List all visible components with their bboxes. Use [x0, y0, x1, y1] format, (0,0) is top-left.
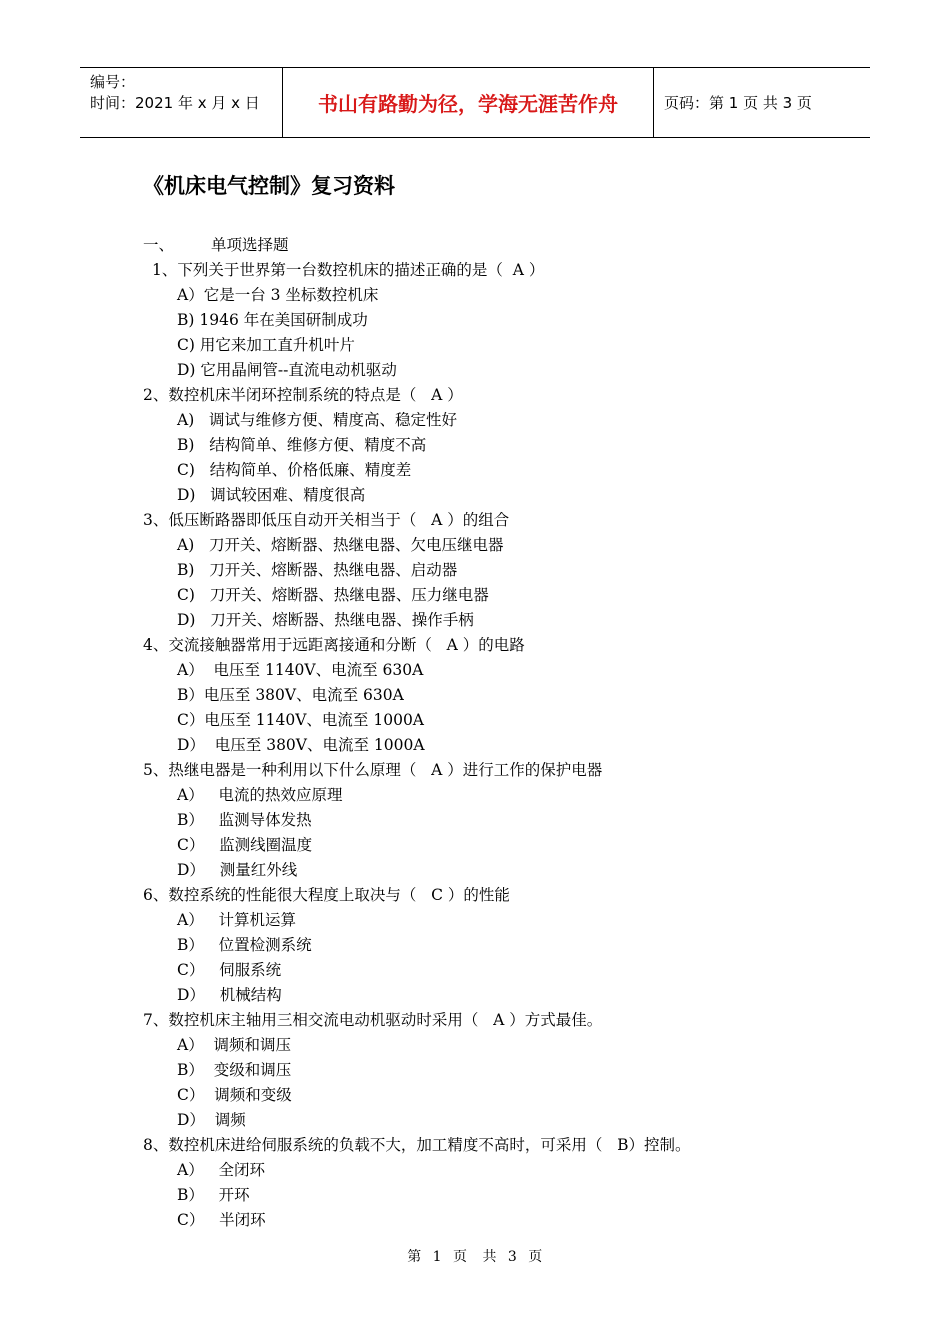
option: B） 开环: [177, 1186, 250, 1204]
option: C）电压至 1140V、电流至 1000A: [177, 711, 424, 729]
footer-word: 第: [407, 1249, 422, 1265]
option: B） 监测导体发热: [177, 811, 312, 829]
question-8: 8、数控机床进给伺服系统的负载不大，加工精度不高时，可采用（ B）控制。: [143, 1136, 691, 1154]
header-meta: [80, 68, 282, 137]
option: A） 计算机运算: [177, 911, 296, 929]
footer-word: 共: [482, 1249, 497, 1265]
option: C) 用它来加工直升机叶片: [177, 336, 355, 354]
option: C) 刀开关、熔断器、热继电器、压力继电器: [177, 586, 489, 604]
page-header: [80, 67, 870, 138]
section-heading: [143, 233, 289, 257]
footer-word: 页: [528, 1249, 543, 1265]
option: D） 电压至 380V、电流至 1000A: [177, 736, 425, 754]
option: C） 伺服系统: [177, 961, 282, 979]
question-1: 1、下列关于世界第一台数控机床的描述正确的是（ A ）: [152, 261, 545, 279]
option: B） 变级和调压: [177, 1061, 292, 1079]
header-page-info: 页码：第 1 页 共 3 页: [664, 94, 812, 112]
document-title: 《机床电气控制》复习资料: [143, 174, 395, 198]
option: B) 刀开关、熔断器、热继电器、启动器: [177, 561, 458, 579]
option: B）电压至 380V、电流至 630A: [177, 686, 404, 704]
option: D) 它用晶闸管--直流电动机驱动: [177, 361, 397, 379]
option: A） 全闭环: [177, 1161, 265, 1179]
section-number: 一、: [143, 236, 175, 254]
option: A） 电压至 1140V、电流至 630A: [177, 661, 424, 679]
number-label: 编号：: [90, 73, 136, 91]
option: A）它是一台 3 坐标数控机床: [177, 286, 379, 304]
option: C） 监测线圈温度: [177, 836, 313, 854]
option: D） 机械结构: [177, 986, 282, 1004]
header-motto: 书山有路勤为径，学海无涯苦作舟: [282, 68, 654, 137]
option: A） 电流的热效应原理: [177, 786, 343, 804]
option: C) 结构简单、价格低廉、精度差: [177, 461, 412, 479]
section-label: 单项选择题: [211, 236, 289, 254]
option: B) 结构简单、维修方便、精度不高: [177, 436, 427, 454]
footer-current-page: 1: [432, 1249, 443, 1265]
question-6: 6、数控系统的性能很大程度上取决与（ C ）的性能: [143, 886, 510, 904]
question-2: 2、数控机床半闭环控制系统的特点是（ A ）: [143, 386, 463, 404]
time-label: 时间：2021 年 x 月 x 日: [90, 94, 260, 112]
option: B) 1946 年在美国研制成功: [177, 311, 368, 329]
footer-total-pages: 3: [507, 1249, 518, 1265]
question-4: 4、交流接触器常用于远距离接通和分断（ A ）的电路: [143, 636, 525, 654]
page-footer: [0, 1246, 950, 1266]
option: D） 调频: [177, 1111, 246, 1129]
question-5: 5、热继电器是一种利用以下什么原理（ A ）进行工作的保护电器: [143, 761, 603, 779]
question-7: 7、数控机床主轴用三相交流电动机驱动时采用（ A ）方式最佳。: [143, 1011, 603, 1029]
option: A) 调试与维修方便、精度高、稳定性好: [177, 411, 458, 429]
option: C） 半闭环: [177, 1211, 266, 1229]
option: D) 调试较困难、精度很高: [177, 486, 366, 504]
option: D) 刀开关、熔断器、热继电器、操作手柄: [177, 611, 474, 629]
option: B） 位置检测系统: [177, 936, 312, 954]
option: A) 刀开关、熔断器、热继电器、欠电压继电器: [177, 536, 504, 554]
option: A） 调频和调压: [177, 1036, 292, 1054]
footer-word: 页: [453, 1249, 468, 1265]
option: D） 测量红外线: [177, 861, 298, 879]
question-3: 3、低压断路器即低压自动开关相当于（ A ）的组合: [143, 511, 510, 529]
option: C） 调频和变级: [177, 1086, 292, 1104]
